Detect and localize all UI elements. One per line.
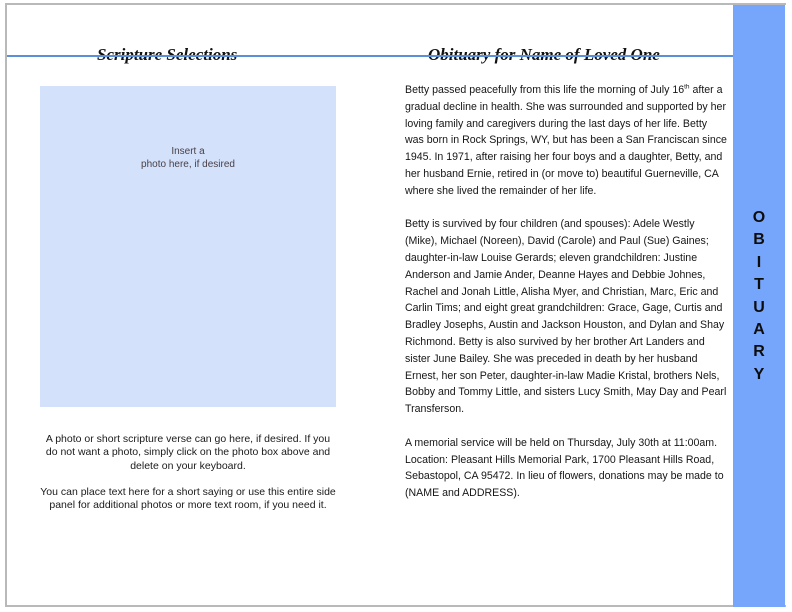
- side-band-letter: U: [753, 298, 765, 316]
- header-divider: [7, 55, 733, 57]
- obituary-paragraph-3[interactable]: A memorial service will be held on Thursday, July 30th at 11:00am. Location: Pleasant Hills Memorial Park, 1700 Pleasant Hills Road, Sebastopol, CA 95472. In lieu of flowers, donations may be made to (NAME and ADDRESS).: [405, 436, 724, 500]
- paragraph-1-text-end: after a gradual decline in health. She was surrounded and supported by her loving family and caregivers during the last days of her life. Betty was born in Rock Springs, WY, but has been a San Franciscan since 1945. In 1971, after raising her four boys and a daughter, Betty, and her husband Ernie, retired in (or move to) beautiful Guerneville, CA where she lived the remainder of her life.: [405, 84, 727, 197]
- photo-placeholder-text: [40, 145, 336, 171]
- side-band-letter: A: [753, 321, 765, 339]
- side-band-letter: B: [753, 231, 765, 249]
- ordinal-suffix: th: [684, 83, 690, 91]
- side-band-letter: I: [756, 253, 762, 271]
- obituary-paragraph-2[interactable]: Betty is survived by four children (and spouses): Adele Westly (Mike), Michael (Noreen), David (Carole) and Paul (Sue) Gaines; daughter-in-law Louise Gerards; eleven grandchildren: Justine Anderson and Jamie Ander, Deanne Hayes and Debbie Johnes, Rachel and Jonah Little, Alisha Myer, and Christian, Marc, Eric and Carlin Tims; and eight great grandchildren: Grace, Gage, Curtis and Bradley Josephs, Austin and Jackson Houston, and Dylan and Shay Richmond. Betty is also survived by her brother Art Landers and sister June Bailey. She was preceded in death by her husband Ernest, her son Peter, daughter-in-law Madie Kristal, brothers Nels, Bobby and Tommy Little, and sisters Lucy Smith, May Day and Pearl Transferson.: [405, 218, 727, 416]
- side-band-letter: R: [753, 343, 765, 361]
- photo-placeholder-line2: photo here, if desired: [141, 159, 235, 170]
- side-band-letter: Y: [753, 365, 765, 383]
- side-band-letter: O: [752, 209, 766, 226]
- caption-paragraph-1[interactable]: A photo or short scripture verse can go here, if desired. If you do not want a photo, simply click on the photo box above and delete on your keyboard.: [45, 433, 331, 472]
- photo-placeholder-box[interactable]: [40, 86, 336, 407]
- obituary-side-band: [733, 5, 785, 607]
- photo-placeholder-line1: Insert a: [171, 146, 205, 157]
- side-band-vertical-label: [733, 207, 785, 386]
- obituary-paragraph-1[interactable]: [405, 82, 727, 200]
- left-caption: [40, 433, 336, 526]
- obituary-body: [405, 82, 727, 519]
- side-band-letter: T: [754, 276, 764, 294]
- caption-paragraph-2[interactable]: You can place text here for a short saying or use this entire side panel for additional photos or more text room, if you need it.: [40, 486, 336, 512]
- paragraph-1-text-start: Betty passed peacefully from this life the morning of July 16: [405, 84, 685, 96]
